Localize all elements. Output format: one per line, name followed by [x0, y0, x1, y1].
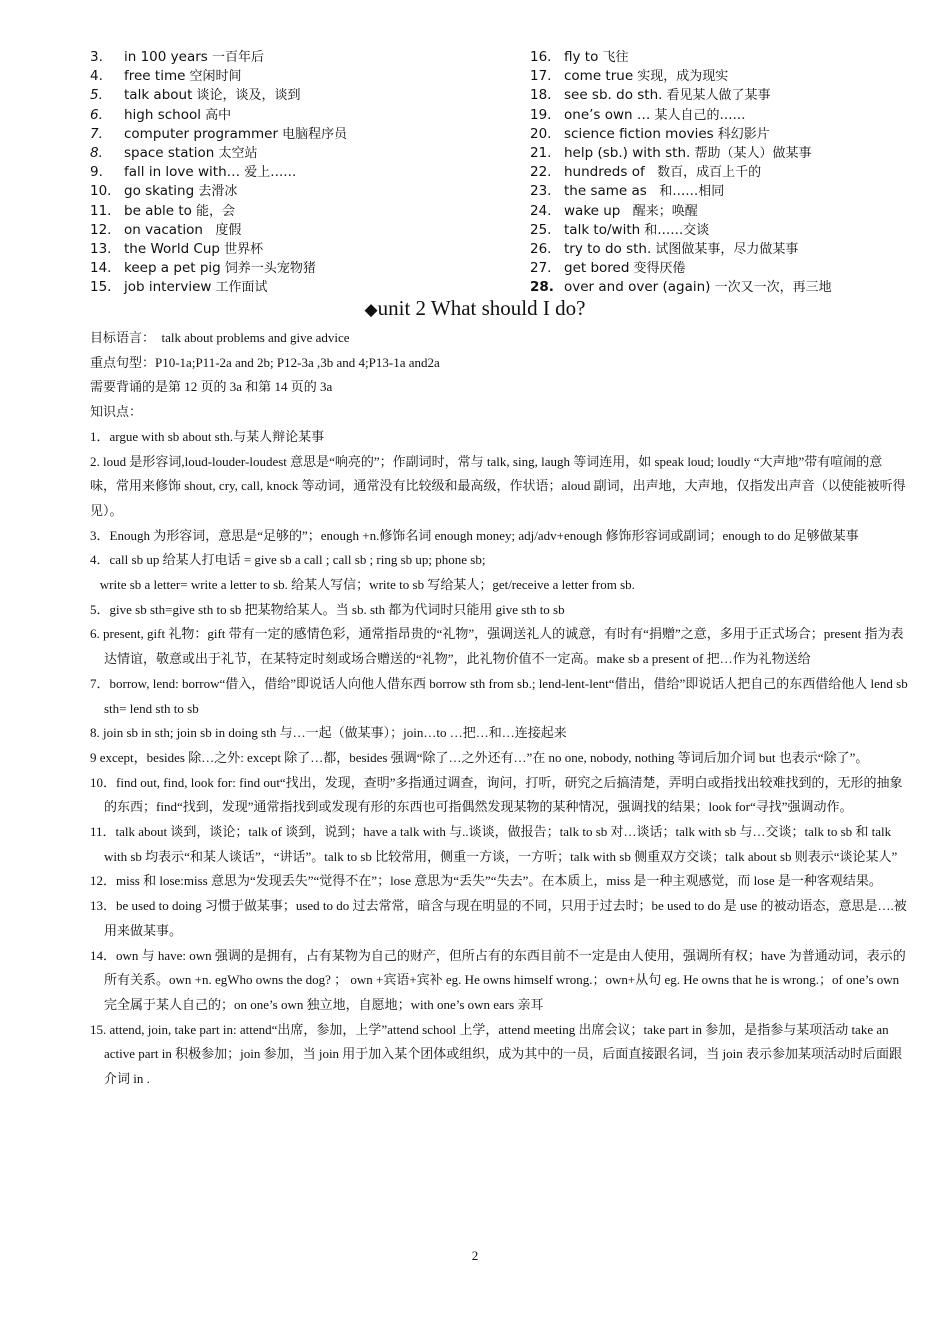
vocabulary-number: 18.	[530, 87, 552, 104]
vocabulary-translation: 一百年后	[207, 50, 264, 65]
vocabulary-item	[530, 163, 870, 182]
vocabulary-item	[90, 259, 470, 278]
vocabulary-number: 10.	[90, 183, 112, 200]
vocabulary-number: 20.	[530, 125, 552, 142]
vocabulary-translation: 和……交谈	[640, 222, 710, 238]
vocabulary-translation: 电脑程序员	[278, 126, 348, 142]
note-paragraph: 4．call sb up 给某人打电话 = give sb a call ; call sb ; ring sb up; phone sb;	[90, 552, 486, 568]
vocabulary-translation: 去滑冰	[194, 184, 238, 200]
vocabulary-phrase: go skating	[124, 183, 195, 200]
vocabulary-translation: 饲养一头宠物猪	[220, 261, 316, 277]
vocabulary-number: 7.	[90, 125, 103, 142]
vocabulary-number: 15.	[90, 279, 112, 296]
vocabulary-item	[90, 278, 470, 297]
vocabulary-number: 12.	[90, 221, 112, 238]
vocabulary-phrase: talk about	[124, 87, 193, 104]
vocabulary-phrase: hundreds of	[564, 164, 645, 181]
vocabulary-phrase: on vacation	[124, 221, 203, 238]
vocabulary-number: 11.	[90, 202, 112, 219]
note-paragraph: 13．be used to doing 习惯于做某事；used to do 过去常常，暗含与现在明显的不同，只用于过去时；be used to do 是 use 的被动语态，意思是….被用来做某事。	[90, 898, 907, 938]
vocabulary-number: 9.	[90, 164, 103, 181]
note-paragraph: 需要背诵的是第 12 页的 3a 和第 14 页的 3a	[90, 379, 333, 395]
vocabulary-item	[530, 221, 870, 240]
vocabulary-translation: 度假	[202, 222, 242, 238]
vocabulary-item	[90, 106, 470, 125]
vocabulary-column-right	[530, 48, 870, 297]
note-paragraph: 14．own 与 have: own 强调的是拥有，占有某物为自己的财产，但所占有的东西目前不一定是由人使用，强调所有权；have 为普通动词，表示的所有关系。own +n. egWho owns the dog? ； own +宾语+宾补 eg. He owns himself wrong.；own+从句 eg. He owns that he is wrong.；of one’s own 完全属于某人自己的；on one’s own 独立地，自愿地；with one’s own ears 亲耳	[90, 947, 906, 1012]
vocabulary-phrase: be able to	[124, 202, 192, 219]
vocabulary-list	[90, 48, 870, 297]
vocabulary-phrase: come true	[564, 68, 634, 85]
vocabulary-column-left	[90, 48, 470, 297]
vocabulary-item	[530, 48, 870, 67]
vocabulary-phrase: talk to/with	[564, 221, 641, 238]
vocabulary-number: 21.	[530, 144, 552, 161]
vocabulary-phrase: the World Cup	[124, 240, 220, 257]
note-paragraph: 重点句型：P10-1a;P11-2a and 2b; P12-3a ,3b and 4;P13-1a and2a	[90, 354, 440, 370]
vocabulary-item	[90, 240, 470, 259]
vocabulary-item	[530, 106, 870, 125]
note-paragraph: 3．Enough 为形容词，意思是“足够的”；enough +n.修饰名词 enough money; adj/adv+enough 修饰形容词或副词；enough to do 足够做某事	[90, 527, 859, 543]
vocabulary-phrase: get bored	[564, 260, 630, 277]
vocabulary-item	[530, 86, 870, 105]
vocabulary-item	[530, 144, 870, 163]
vocabulary-translation: 看见某人做了某事	[662, 88, 771, 104]
vocabulary-phrase: help (sb.) with sth.	[564, 144, 691, 161]
vocabulary-number: 3.	[90, 49, 103, 65]
vocabulary-phrase: keep a pet pig	[124, 260, 221, 277]
vocabulary-translation: 科幻影片	[713, 126, 770, 142]
vocabulary-phrase: try to do sth.	[564, 240, 652, 257]
vocabulary-translation: 试图做某事，尽力做某事	[651, 241, 799, 257]
vocabulary-number: 25.	[530, 221, 552, 238]
vocabulary-phrase: wake up	[564, 202, 621, 219]
vocabulary-translation: 世界杯	[219, 241, 264, 257]
vocabulary-item	[90, 125, 470, 144]
vocabulary-phrase: one’s own …	[564, 106, 651, 123]
vocabulary-item	[530, 278, 870, 297]
vocabulary-phrase: science fiction movies	[564, 125, 714, 142]
vocabulary-phrase: space station	[124, 144, 215, 161]
vocabulary-number: 23.	[530, 183, 552, 200]
vocabulary-item	[530, 202, 870, 221]
vocabulary-translation: 谈论，谈及，谈到	[192, 88, 301, 104]
vocabulary-phrase: computer programmer	[124, 125, 279, 142]
note-paragraph: 7．borrow, lend: borrow“借入，借给”即说话人向他人借东西 borrow sth from sb.; lend-lent-lent“借出，借给”即说话人把自己的东西借给他人 lend sb sth= lend sth to sb	[90, 675, 911, 716]
vocabulary-translation: 爱上……	[240, 165, 297, 181]
vocabulary-item	[90, 202, 470, 221]
vocabulary-number: 14.	[90, 260, 112, 277]
vocabulary-number: 26.	[530, 240, 552, 257]
vocabulary-translation: 某人自己的……	[650, 107, 746, 123]
vocabulary-number: 27.	[530, 260, 552, 277]
vocabulary-item	[90, 221, 470, 240]
vocabulary-translation: 能，会	[191, 203, 236, 219]
vocabulary-item	[90, 48, 470, 67]
vocabulary-item	[530, 67, 870, 86]
note-paragraph: 2. loud 是形容词,loud-louder-loudest 意思是“响亮的”；作副词时，常与 talk, sing, laugh 等词连用，如 speak loud; loudly “大声地”带有喧闹的意味，常用来修饰 shout, cry, call, knock 等动词，通常没有比较级和最高级，作状语；aloud 副词，出声地，大声地，仅指发出声音（以使能被听得见）。	[90, 453, 906, 518]
vocabulary-phrase: free time	[124, 68, 186, 85]
vocabulary-translation: 数百，成百上千的	[644, 165, 762, 181]
vocabulary-phrase: fly to	[564, 49, 599, 65]
vocabulary-phrase: job interview	[124, 279, 212, 296]
vocabulary-item	[530, 182, 870, 201]
vocabulary-item	[90, 67, 470, 86]
vocabulary-number: 17.	[530, 68, 552, 85]
vocabulary-translation: 一次又一次，再三地	[710, 280, 832, 296]
vocabulary-item	[530, 240, 870, 259]
vocabulary-translation: 实现，成为现实	[633, 69, 729, 85]
note-paragraph: 6. present, gift 礼物：gift 带有一定的感情色彩，通常指昂贵的“礼物”，强调送礼人的诚意，有时有“捐赠”之意，多用于正式场合；present 指为表达情谊，敬意或出于礼节，在某特定时刻或场合赠送的“礼物”，此礼物价值不一定高。make sb a present of 把…作为礼物送给	[90, 626, 904, 667]
vocabulary-translation: 高中	[201, 107, 232, 123]
note-paragraph: 10．find out, find, look for: find out“找出，发现，查明”多指通过调查，询问，打听，研究之后搞清楚，弄明白或指找出较难找到的，无形的抽象的东西；find“找到，发现”通常指找到或发现有形的东西也可指偶然发现某物的某种情况，强调找的结果；look for“寻找”强调动作。	[90, 774, 903, 815]
note-paragraph: 12．miss 和 lose:miss 意思为“发现丢失”“觉得不在”；lose 意思为“丢失”“失去”。在本质上，miss 是一种主观感觉，而 lose 是一种客观结果。	[90, 873, 882, 889]
vocabulary-phrase: high school	[124, 106, 202, 123]
vocabulary-translation: 工作面试	[211, 280, 268, 296]
note-paragraph: write sb a letter= write a letter to sb. 给某人写信；write to sb 写给某人；get/receive a letter from sb.	[90, 577, 635, 593]
note-paragraph: 11．talk about 谈到，谈论；talk of 谈到，说到；have a talk with 与..谈谈，做报告；talk to sb 对…谈话；talk with sb 与…交谈；talk to sb 和 talk with sb 均表示“和某人谈话”，“讲话”。talk to sb 比较常用，侧重一方谈，一方听；talk with sb 侧重双方交谈；talk about sb 则表示“谈论某人”	[90, 824, 898, 864]
vocabulary-item	[90, 182, 470, 201]
page-number: 2	[471, 1248, 479, 1263]
note-paragraph: 知识点：	[90, 404, 143, 420]
vocabulary-translation: 和……相同	[646, 184, 725, 200]
unit-title: unit 2 What should I do?	[377, 296, 586, 320]
vocabulary-item	[530, 259, 870, 278]
vocabulary-number: 16.	[530, 49, 552, 65]
vocabulary-phrase: over and over (again)	[564, 279, 711, 296]
vocabulary-translation: 空闲时间	[185, 69, 242, 85]
vocabulary-number: 19.	[530, 106, 552, 123]
vocabulary-number: 13.	[90, 240, 112, 257]
note-paragraph: 1．argue with sb about sth.与某人辩论某事	[90, 428, 325, 444]
vocabulary-phrase: in 100 years	[124, 49, 208, 65]
vocabulary-phrase: the same as	[564, 183, 647, 200]
unit-heading	[0, 296, 950, 321]
vocabulary-number: 5.	[90, 87, 103, 104]
note-paragraph: 5．give sb sth=give sth to sb 把某物给某人。当 sb. sth 都为代词时只能用 give sth to sb	[90, 601, 565, 617]
vocabulary-number: 4.	[90, 68, 103, 85]
vocabulary-item	[90, 86, 470, 105]
vocabulary-item	[530, 125, 870, 144]
vocabulary-number: 24.	[530, 202, 552, 219]
note-paragraph: 15. attend, join, take part in: attend“出席，参加，上学”attend school 上学，attend meeting 出席会议；take part in 参加，是指参与某项活动 take an active part in 积极参加；join 参加，当 join 用于加入某个团体或组织，成为其中的一员，后面直接跟名词，当 join 表示参加某项活动时后面跟介词 in .	[90, 1021, 903, 1087]
vocabulary-number: 6.	[90, 106, 103, 123]
vocabulary-translation: 醒来；唤醒	[620, 203, 698, 219]
vocabulary-phrase: fall in love with…	[124, 164, 241, 181]
note-paragraph: 目标语言： talk about problems and give advice	[90, 330, 350, 345]
vocabulary-translation: 太空站	[214, 145, 258, 161]
diamond-bullet-icon: ◆	[364, 300, 378, 319]
vocabulary-translation: 变得厌倦	[629, 261, 686, 277]
note-paragraph: 8. join sb in sth; join sb in doing sth 与…一起（做某事）；join…to …把…和…连接起来	[90, 725, 567, 741]
notes-body	[90, 326, 911, 1092]
vocabulary-item	[90, 144, 470, 163]
vocabulary-item	[90, 163, 470, 182]
vocabulary-number: 28.	[530, 279, 554, 296]
note-paragraph: 9 except，besides 除…之外: except 除了…都，besides 强调“除了…之外还有…”在 no one, nobody, nothing 等词后加介词 but 也表示“除了”。	[90, 749, 869, 765]
vocabulary-number: 22.	[530, 164, 552, 181]
vocabulary-translation: 帮助（某人）做某事	[690, 145, 812, 161]
vocabulary-number: 8.	[90, 144, 103, 161]
vocabulary-phrase: see sb. do sth.	[564, 87, 663, 104]
vocabulary-translation: 飞往	[598, 50, 629, 65]
